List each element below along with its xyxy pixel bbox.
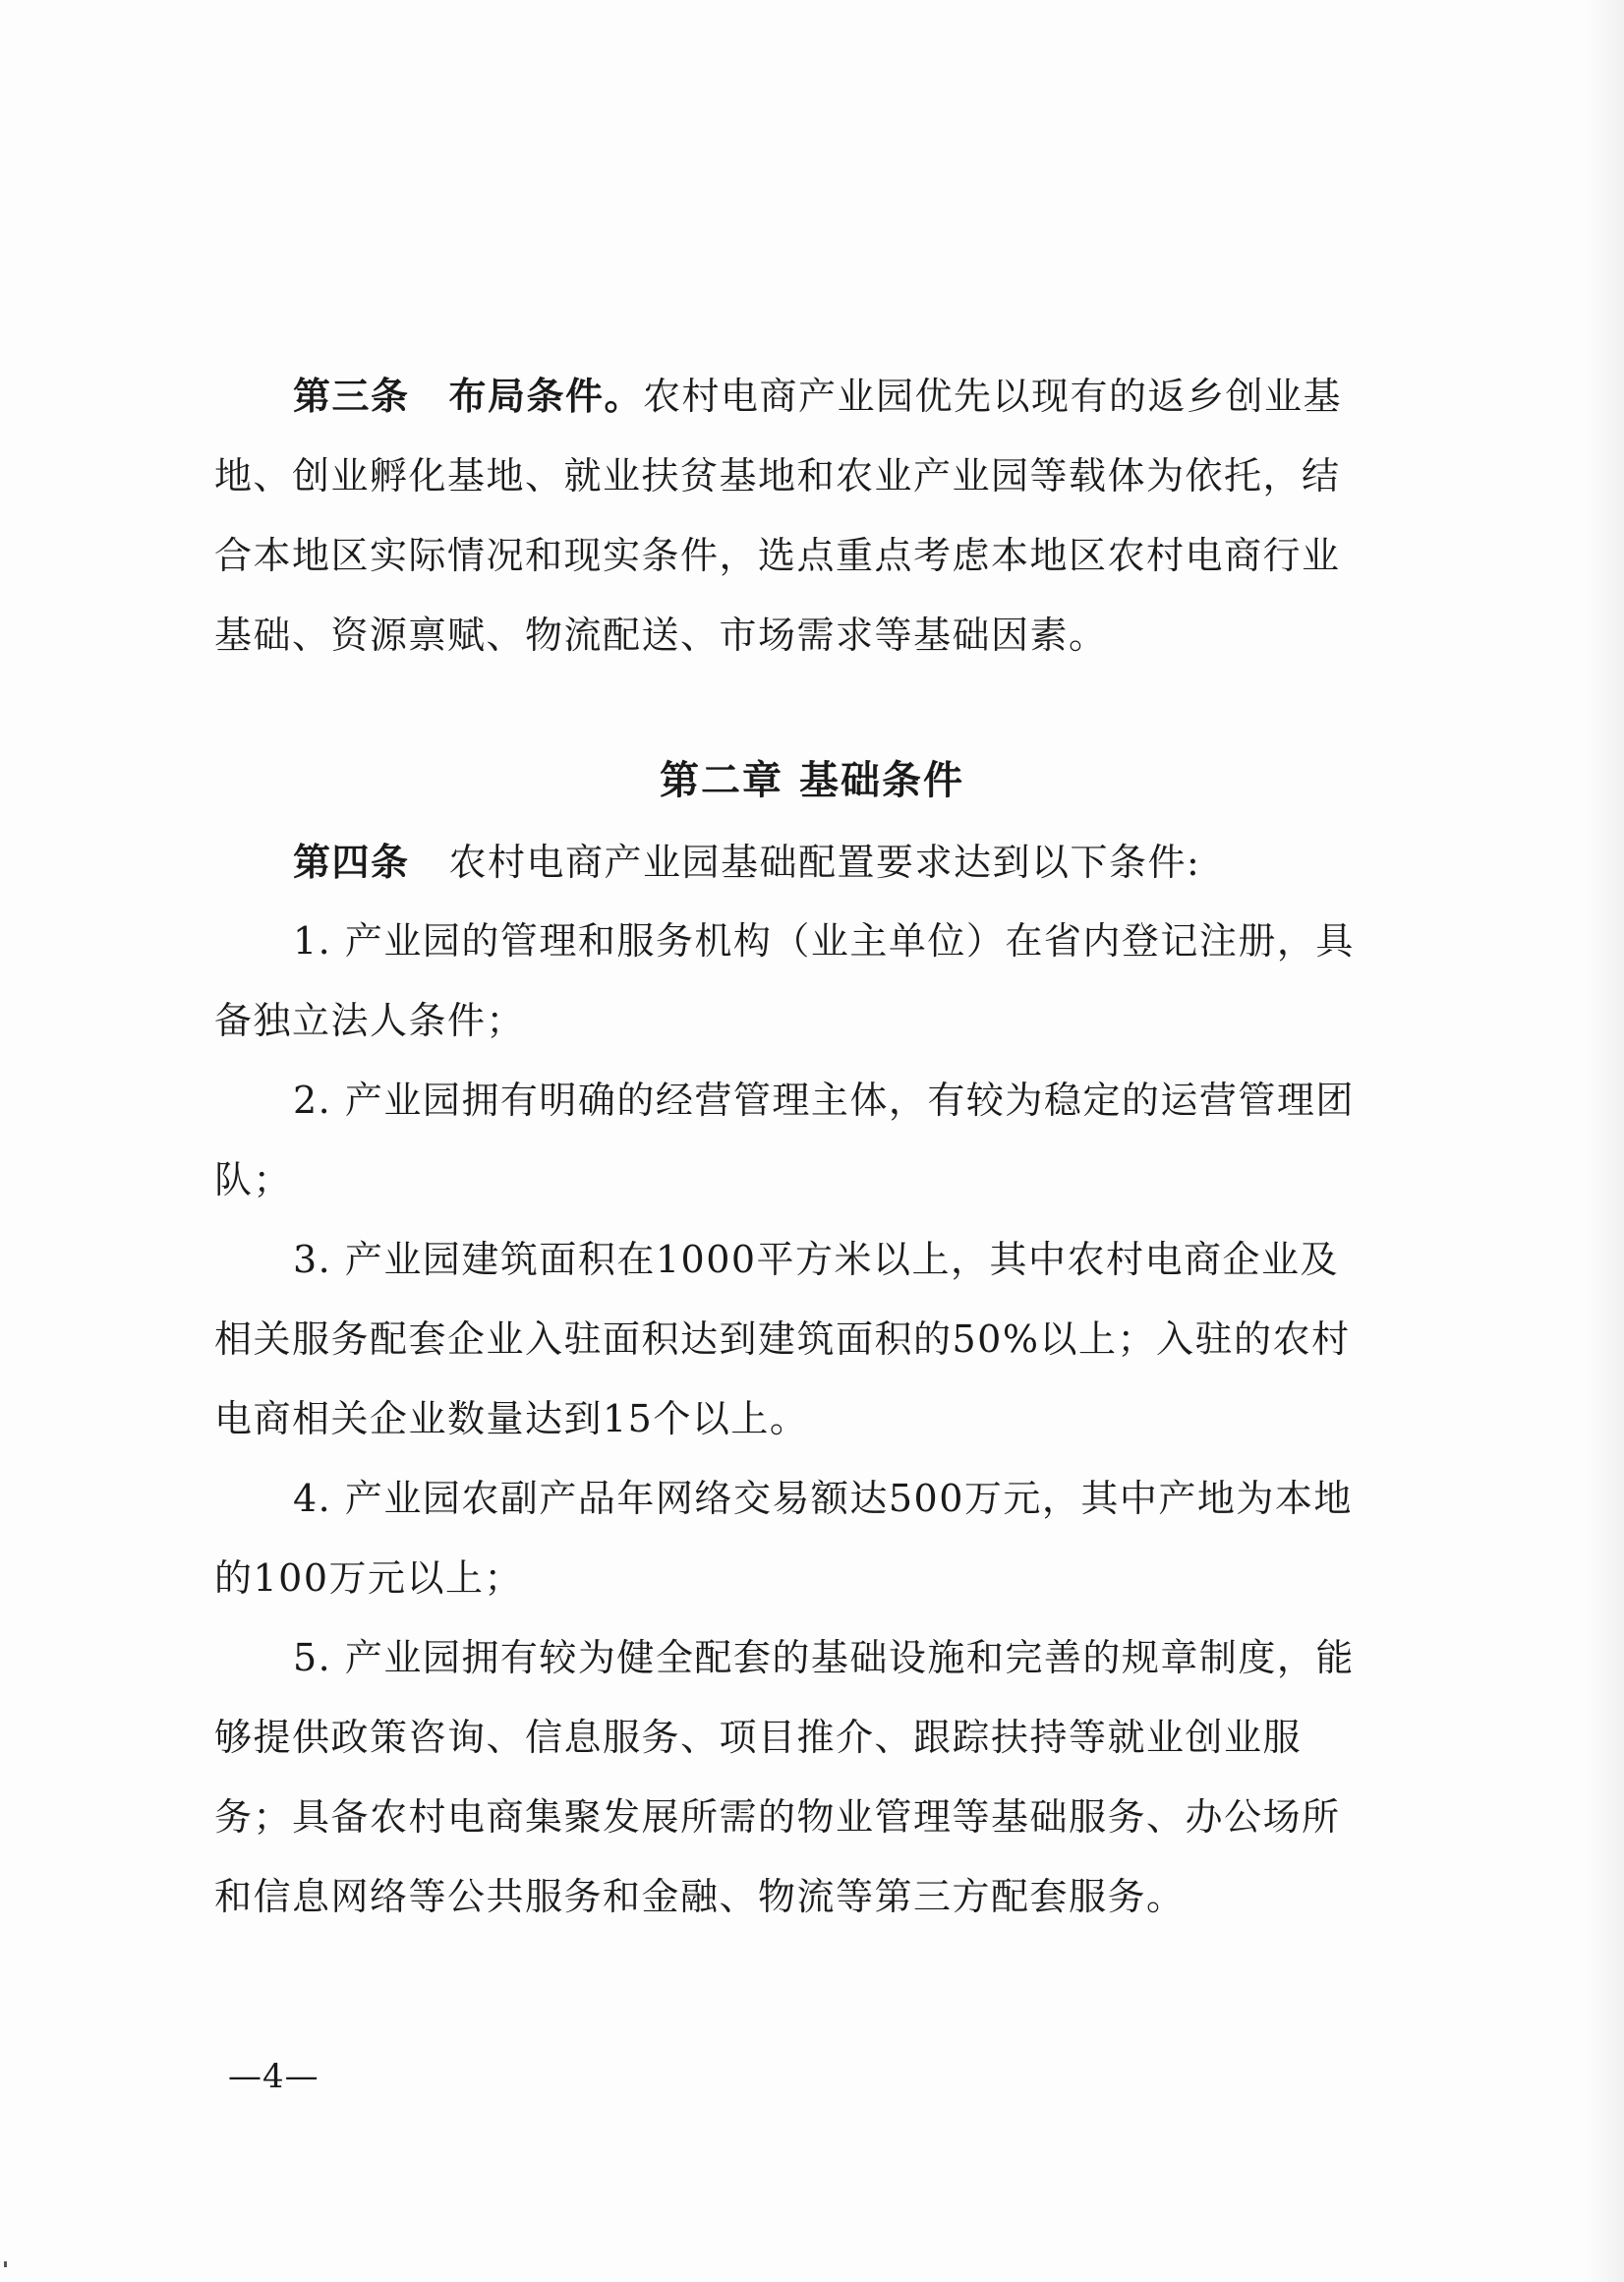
article-3-paragraph [214,356,1374,675]
article-3-heading: 第三条 [293,374,410,418]
article-4-body: 农村电商产业园基础配置要求达到以下条件: [448,841,1201,884]
scan-speck [4,2261,7,2267]
list-item-1 [214,902,1374,1061]
list-item-3-text: 3. 产业园建筑面积在1000平方米以上，其中农村电商企业及相关服务配套企业入驻面积达到建筑面积的50%以上；入驻的农村电商相关企业数量达到15个以上。 [214,1238,1351,1440]
list-item-3 [214,1220,1374,1459]
chapter-2-title: 第二章 基础条件 [660,757,964,803]
list-item-4 [214,1459,1374,1618]
list-item-5-text: 5. 产业园拥有较为健全配套的基础设施和完善的规章制度，能够提供政策咨询、信息服务、项目推介、跟踪扶持等就业创业服务；具备农村电商集聚发展所需的物业管理等基础服务、办公场所和信息网络等公共服务和金融、物流等第三方配套服务。 [214,1636,1355,1918]
article-4-paragraph [214,822,1374,903]
list-item-2-text: 2. 产业园拥有明确的经营管理主体，有较为稳定的运营管理团队； [214,1079,1355,1201]
article-3-body: 农村电商产业园优先以现有的返乡创业基地、创业孵化基地、就业扶贫基地和农业产业园等载体为依托，结合本地区实际情况和现实条件，选点重点考虑本地区农村电商行业基础、资源禀赋、物流配送、市场需求等基础因素。 [214,375,1343,657]
article-3-title: 布局条件。 [448,374,644,418]
list-item-4-text: 4. 产业园农副产品年网络交易额达500万元，其中产地为本地的100万元以上； [214,1477,1353,1600]
page-number: —4— [228,2057,319,2096]
scan-edge-shadow [1585,0,1624,2282]
list-item-1-text: 1. 产业园的管理和服务机构（业主单位）在省内登记注册，具备独立法人条件； [214,919,1355,1042]
list-item-5 [214,1618,1374,1937]
article-4-heading: 第四条 [293,840,410,884]
list-item-2 [214,1061,1374,1220]
